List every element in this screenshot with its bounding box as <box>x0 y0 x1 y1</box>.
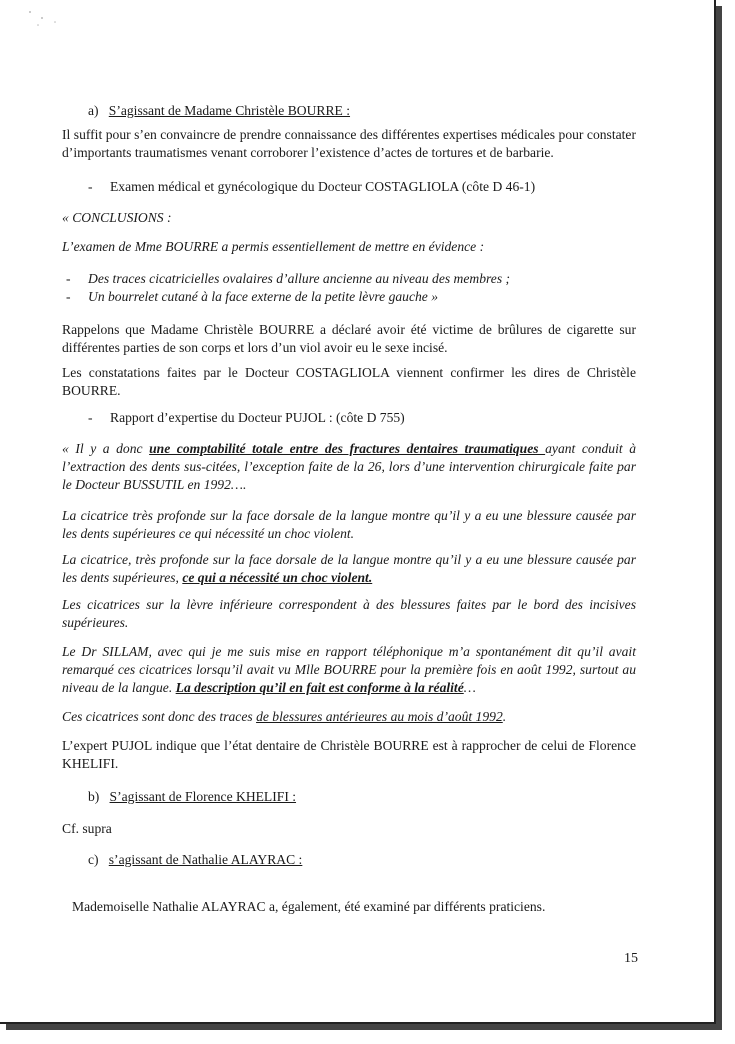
quote-paragraph: Les cicatrices sur la lèvre inférieure correspondent à des blessures faites par le bord des incisives supérieures. <box>62 597 636 630</box>
cf-supra: Cf. supra <box>62 821 112 836</box>
exam2-text: Rapport d’expertise du Docteur PUJOL : (côte D 755) <box>110 410 405 425</box>
exam1-text: Examen médical et gynécologique du Docteur COSTAGLIOLA (côte D 46-1) <box>110 179 536 194</box>
quote-text: Ces cicatrices sont donc des traces <box>62 709 257 724</box>
scan-speckle <box>0 0 80 40</box>
quote-underlined: de blessures antérieures au mois d’août 1992 <box>256 709 503 724</box>
finding-text: Des traces cicatricielles ovalaires d’allure ancienne au niveau des membres ; <box>88 271 511 286</box>
section-a-heading <box>88 102 662 120</box>
section-title: s’agissant de Nathalie ALAYRAC : <box>108 852 303 867</box>
quote-paragraph <box>62 551 636 587</box>
quote-text: . <box>502 709 507 724</box>
finding-text: Un bourrelet cutané à la face externe de la petite lèvre gauche » <box>88 289 439 304</box>
bullet-dash: - <box>88 410 93 425</box>
finding-item <box>66 270 636 288</box>
quote-text: ayant conduit à l’extraction des dents sus-citées, l’exception faite de la 26, lors d’une intervention chirurgicale faite par le Docteur BUSSUTIL en 1992…. <box>62 441 636 492</box>
section-c-heading <box>88 851 662 869</box>
quote-text: Le Dr SILLAM, avec qui je me suis mise en rapport téléphonique m’a spontanément dit qu’il avait remarqué ces cicatrices lorsqu’il avait vu Mlle BOURRE pour la première fois en août 1992, surtout au niveau de la langue. <box>62 644 636 695</box>
section-label: b) <box>88 789 100 804</box>
bullet-dash: - <box>66 271 71 286</box>
intro-paragraph: Il suffit pour s’en convaincre de prendre connaissance des différentes expertises médicales pour constater d’importants traumatismes venant corroborer l’existence d’actes de tortures et de barbarie. <box>62 127 636 160</box>
quote-underlined: ce qui a nécessité un choc violent. <box>182 570 373 585</box>
quote-paragraph <box>62 440 636 494</box>
finding-item <box>66 288 636 306</box>
bullet-dash: - <box>88 179 93 194</box>
quote-underlined: La description qu’il en fait est conforme à la réalité <box>175 680 464 695</box>
section-b-heading <box>88 788 662 806</box>
exam2-item <box>88 409 684 427</box>
section-title: S’agissant de Madame Christèle BOURRE : <box>108 103 351 118</box>
quote-text: La cicatrice, très profonde sur la face dorsale de la langue montre qu’il y a eu une blessure causée par les dents supérieures, <box>62 552 636 585</box>
exam1-item <box>88 178 684 196</box>
mademoiselle-paragraph: Mademoiselle Nathalie ALAYRAC a, également, été examiné par différents praticiens. <box>72 899 546 914</box>
quote-text: … <box>463 680 476 695</box>
constatations-paragraph: Les constatations faites par le Docteur COSTAGLIOLA viennent confirmer les dires de Christèle BOURRE. <box>62 365 636 398</box>
examen-paragraph: L’examen de Mme BOURRE a permis essentiellement de mettre en évidence : <box>62 239 485 254</box>
quote-paragraph <box>62 708 636 726</box>
rappelons-paragraph: Rappelons que Madame Christèle BOURRE a déclaré avoir été victime de brûlures de cigarette sur différentes parties de son corps et lors d’un viol avoir eu le sexe incisé. <box>62 322 636 355</box>
conclusions-heading: « CONCLUSIONS : <box>62 210 172 225</box>
expert-paragraph: L’expert PUJOL indique que l’état dentaire de Christèle BOURRE est à rapprocher de celui de Florence KHELIFI. <box>62 738 636 771</box>
section-title: S’agissant de Florence KHELIFI : <box>109 789 297 804</box>
bullet-dash: - <box>66 289 71 304</box>
quote-text: « Il y a donc <box>62 441 150 456</box>
section-label: c) <box>88 852 99 867</box>
section-label: a) <box>88 103 99 118</box>
quote-paragraph <box>62 643 636 697</box>
quote-paragraph: La cicatrice très profonde sur la face dorsale de la langue montre qu’il y a eu une blessure causée par les dents supérieures ce qui nécessité un choc violent. <box>62 508 636 541</box>
page-number: 15 <box>624 951 638 966</box>
quote-underlined: une comptabilité totale entre des fractures dentaires traumatiques <box>149 441 546 456</box>
